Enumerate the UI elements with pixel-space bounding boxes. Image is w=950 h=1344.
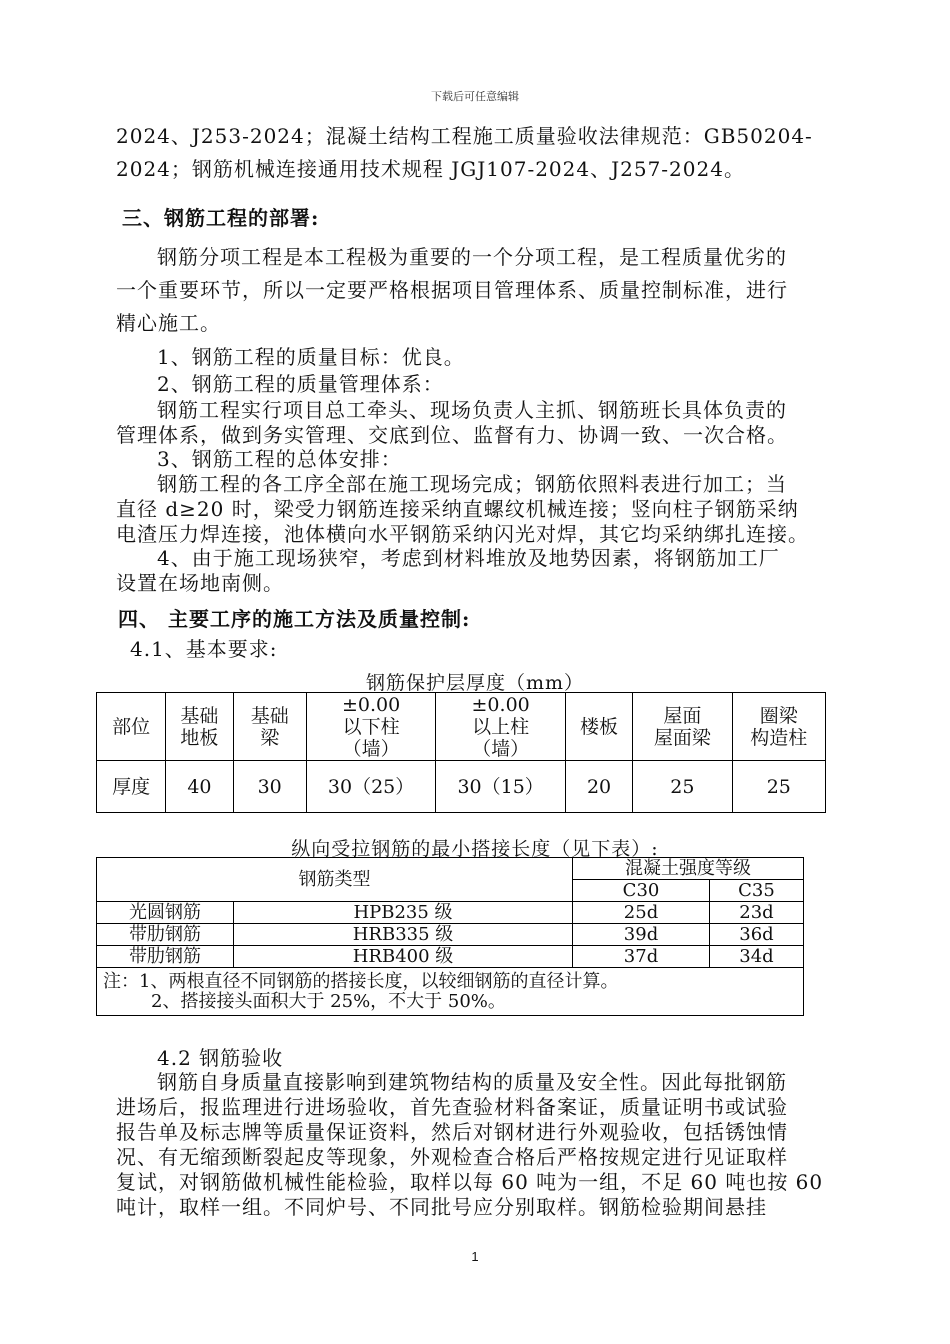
table-header-row xyxy=(97,693,826,761)
page-number: 1 xyxy=(471,1249,479,1264)
list-item: 3、钢筋工程的总体安排： xyxy=(157,447,402,471)
list-item: 4、由于施工现场狭窄，考虑到材料堆放及地势因素，将钢筋加工厂 xyxy=(157,546,780,570)
table-header-cell: 圈梁 构造柱 xyxy=(732,693,825,761)
table-header-cell: 钢筋类型 xyxy=(97,858,573,902)
table-row xyxy=(97,902,804,924)
table-cell: 36d xyxy=(710,924,804,946)
cover-thickness-table xyxy=(96,692,826,813)
table-cell: HPB235 级 xyxy=(234,902,573,924)
paragraph-line: 复试，对钢筋做机械性能检验，取样以每 60 吨为一组，不足 60 吨也按 60 xyxy=(116,1170,824,1194)
table-header-cell: 混凝土强度等级 xyxy=(573,858,804,880)
paragraph-line: 钢筋分项工程是本工程极为重要的一个分项工程，是工程质量优劣的 xyxy=(157,245,787,269)
table-cell: 34d xyxy=(710,946,804,968)
table-cell: 25 xyxy=(732,761,825,813)
paragraph-line: 设置在场地南侧。 xyxy=(116,571,284,595)
table-caption: 钢筋保护层厚度（mm） xyxy=(365,672,585,694)
table-cell: HRB400 级 xyxy=(234,946,573,968)
table-cell: 20 xyxy=(565,761,632,813)
table-cell: 37d xyxy=(573,946,710,968)
page-header: 下载后可任意编辑 xyxy=(431,90,519,103)
table-note xyxy=(97,968,804,1016)
paragraph-line: 报告单及标志牌等质量保证资料，然后对钢材进行外观验收，包括锈蚀情 xyxy=(116,1120,788,1144)
table-header-cell: C30 xyxy=(573,880,710,902)
paragraph-line: 进场后，报监理进行进场验收，首先查验材料备案证，质量证明书或试验 xyxy=(116,1095,788,1119)
paragraph-line: 况、有无缩颈断裂起皮等现象，外观检查合格后严格按规定进行见证取样 xyxy=(116,1145,788,1169)
section-heading: 三、钢筋工程的部署: xyxy=(122,206,320,230)
table-header-cell: 屋面 屋面梁 xyxy=(633,693,732,761)
table-cell: 40 xyxy=(166,761,233,813)
table-cell: 30（25） xyxy=(306,761,436,813)
paragraph-line: 2024；钢筋机械连接通用技术规程 JGJ107-2024、J257-2024。 xyxy=(116,157,745,181)
lap-length-table xyxy=(96,857,804,1016)
table-caption: 纵向受拉钢筋的最小搭接长度（见下表）: xyxy=(291,838,659,860)
table-row xyxy=(97,924,804,946)
table-cell: 30 xyxy=(233,761,306,813)
table-note-row xyxy=(97,968,804,1016)
paragraph-line: 钢筋工程实行项目总工牵头、现场负责人主抓、钢筋班长具体负责的 xyxy=(157,398,787,422)
table-header-cell: C35 xyxy=(710,880,804,902)
table-cell: 25d xyxy=(573,902,710,924)
table-cell: 39d xyxy=(573,924,710,946)
paragraph-line: 直径 d≥20 时，梁受力钢筋连接采纳直螺纹机械连接；竖向柱子钢筋采纳 xyxy=(116,497,799,521)
note-line: 注：1、两根直径不同钢筋的搭接长度，以较细钢筋的直径计算。 xyxy=(103,970,619,992)
table-row xyxy=(97,946,804,968)
paragraph-line: 电渣压力焊连接，池体横向水平钢筋采纳闪光对焊，其它均采纳绑扎连接。 xyxy=(116,522,809,546)
paragraph-line: 一个重要环节，所以一定要严格根据项目管理体系、质量控制标准，进行 xyxy=(116,278,788,302)
subsection-heading: 4.1、基本要求: xyxy=(130,637,278,661)
table-cell: 25 xyxy=(633,761,732,813)
table-header-cell: 部位 xyxy=(97,693,166,761)
table-cell: 带肋钢筋 xyxy=(97,946,234,968)
table-cell: 厚度 xyxy=(97,761,166,813)
table-row xyxy=(97,761,826,813)
table-header-cell: ±0.00 以下柱 （墙） xyxy=(306,693,436,761)
paragraph-line: 精心施工。 xyxy=(116,311,221,335)
table-header-cell: ±0.00 以上柱 （墙） xyxy=(436,693,566,761)
table-cell: 30（15） xyxy=(436,761,566,813)
list-item: 1、钢筋工程的质量目标：优良。 xyxy=(157,345,465,369)
subsection-heading: 4.2 钢筋验收 xyxy=(157,1046,284,1070)
list-item: 2、钢筋工程的质量管理体系： xyxy=(157,372,444,396)
section-heading: 四、 主要工序的施工方法及质量控制: xyxy=(118,607,471,631)
paragraph-line: 管理体系，做到务实管理、交底到位、监督有力、协调一致、一次合格。 xyxy=(116,423,788,447)
table-cell: 带肋钢筋 xyxy=(97,924,234,946)
table-cell: 光圆钢筋 xyxy=(97,902,234,924)
note-line: 2、搭接接头面积大于 25%，不大于 50%。 xyxy=(151,990,506,1012)
table-cell: 23d xyxy=(710,902,804,924)
paragraph-line: 钢筋工程的各工序全部在施工现场完成；钢筋依照料表进行加工；当 xyxy=(157,472,787,496)
paragraph-line: 2024、J253-2024；混凝土结构工程施工质量验收法律规范：GB50204- xyxy=(116,124,813,148)
table-cell: HRB335 级 xyxy=(234,924,573,946)
paragraph-line: 钢筋自身质量直接影响到建筑物结构的质量及安全性。因此每批钢筋 xyxy=(157,1070,787,1094)
paragraph-line: 吨计，取样一组。不同炉号、不同批号应分别取样。钢筋检验期间悬挂 xyxy=(116,1195,767,1219)
table-header-cell: 基础 地板 xyxy=(166,693,233,761)
table-header-cell: 楼板 xyxy=(565,693,632,761)
table-header-cell: 基础 梁 xyxy=(233,693,306,761)
